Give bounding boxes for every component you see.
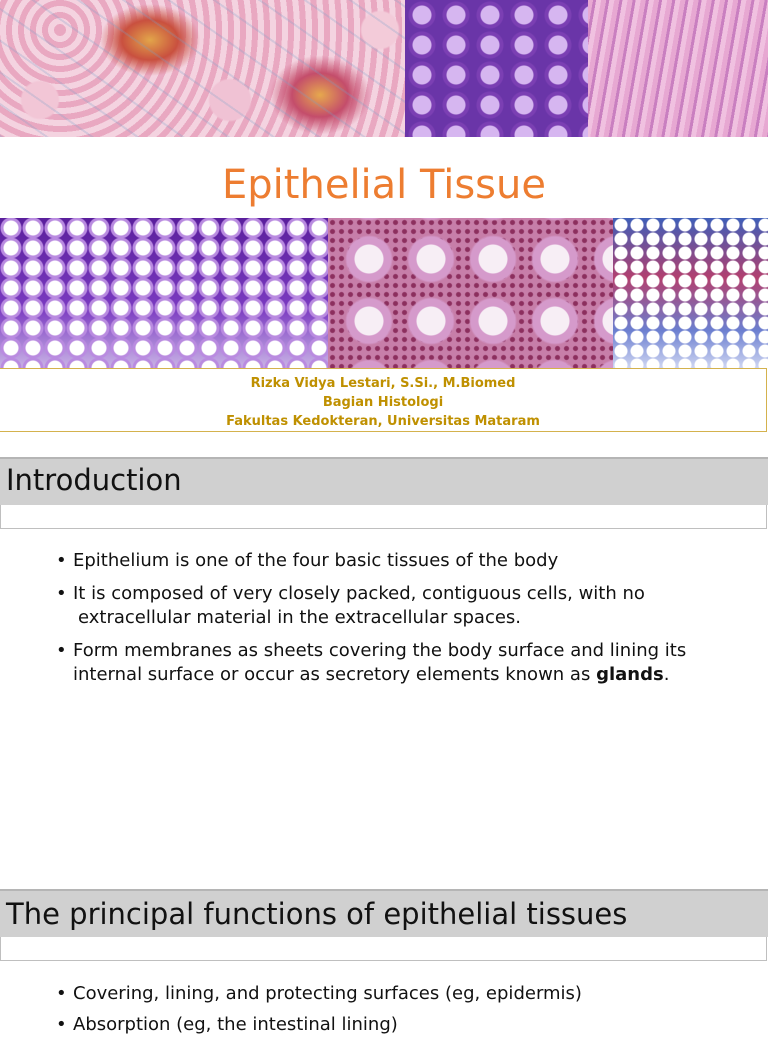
list-item: • Absorption (eg, the intestinal lining) — [56, 1013, 736, 1037]
functions-heading-bar — [0, 889, 768, 937]
glands-term: glands — [596, 664, 664, 685]
functions-bullet-list — [56, 982, 736, 1046]
bone-histology-image — [613, 218, 768, 368]
functions-heading: The principal functions of epithelial tissues — [6, 897, 628, 931]
kidney-histology-image — [0, 0, 405, 137]
slide-title: Epithelial Tissue — [222, 162, 546, 208]
muscle-histology-image — [588, 0, 768, 137]
list-item: • Epithelium is one of the four basic tissues of the body — [56, 549, 736, 573]
list-item: • Form membranes as sheets covering the body surface and lining its internal surface or occur as secretory elements known as glands. — [56, 639, 736, 687]
list-item: • It is composed of very closely packed, contiguous cells, with no extracellular material in the extracellular spaces. — [56, 582, 736, 630]
list-item: • Covering, lining, and protecting surfaces (eg, epidermis) — [56, 982, 736, 1006]
functions-subheading-bar — [0, 937, 767, 961]
colon-histology-image — [405, 0, 588, 137]
author-faculty: Fakultas Kedokteran, Universitas Mataram — [226, 414, 540, 429]
cartilage-histology-image — [0, 218, 328, 368]
gland-histology-image — [328, 218, 613, 368]
intro-subheading-bar — [0, 505, 767, 529]
intro-bullet-list — [56, 549, 736, 696]
intro-heading: Introduction — [6, 463, 182, 497]
intro-heading-bar — [0, 457, 768, 505]
author-department: Bagian Histologi — [322, 395, 444, 410]
author-box — [0, 368, 767, 432]
author-name: Rizka Vidya Lestari, S.Si., M.Biomed — [250, 376, 516, 391]
